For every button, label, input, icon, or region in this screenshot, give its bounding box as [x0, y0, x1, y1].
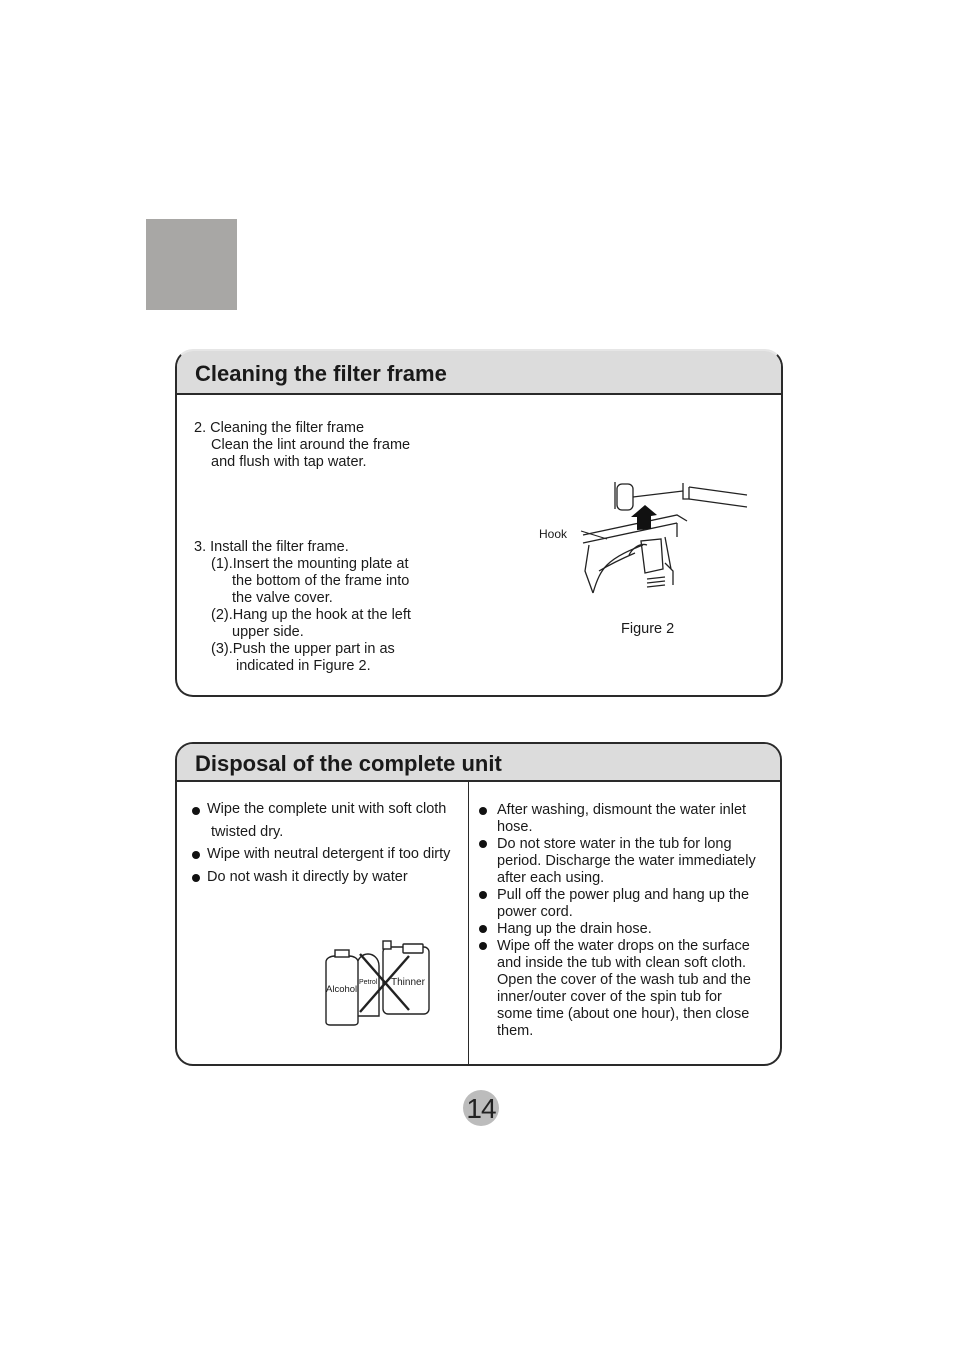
right-bullet-line: Pull off the power plug and hang up the: [497, 887, 750, 903]
bullet-icon: [479, 807, 487, 815]
right-bullet-line: Open the cover of the wash tub and the: [497, 972, 751, 988]
thinner-label: Thinner: [391, 977, 425, 988]
bullet-icon: [192, 874, 200, 882]
right-bullet-line: hose.: [497, 819, 533, 835]
bullet-icon: [192, 807, 200, 815]
step3-line: the valve cover.: [232, 590, 333, 606]
step2-line: and flush with tap water.: [211, 454, 367, 470]
right-bullet-line: Hang up the drain hose.: [497, 921, 652, 937]
bullet-icon: [479, 840, 487, 848]
bullet-icon: [479, 925, 487, 933]
left-bullet-item: Do not wash it directly by water: [207, 869, 408, 885]
panel-header: [177, 351, 781, 395]
bullet-icon: [479, 942, 487, 950]
right-bullet-line: some time (about one hour), then close: [497, 1006, 750, 1022]
left-bullet-item: Wipe the complete unit with soft cloth: [207, 801, 447, 817]
step3-line: indicated in Figure 2.: [236, 658, 371, 674]
panel-title: Cleaning the filter frame: [195, 361, 447, 386]
panel-title: Disposal of the complete unit: [195, 751, 502, 776]
step3-line: upper side.: [232, 624, 304, 640]
step2-heading: 2. Cleaning the filter frame: [194, 420, 365, 436]
step3-line: the bottom of the frame into: [232, 573, 410, 589]
right-bullet-line: and inside the tub with clean soft cloth.: [497, 955, 747, 971]
step3-line: (1).Insert the mounting plate at: [211, 556, 409, 572]
step2-line: Clean the lint around the frame: [211, 437, 411, 453]
step3-line: (3).Push the upper part in as: [211, 641, 395, 657]
left-bullet-item: Wipe with neutral detergent if too dirty: [207, 846, 451, 862]
page-number: 14: [463, 1090, 499, 1126]
right-bullet-line: after each using.: [497, 870, 605, 886]
right-bullet-line: After washing, dismount the water inlet: [497, 802, 747, 818]
figure-caption: Figure 2: [621, 621, 675, 637]
right-bullet-line: period. Discharge the water immediately: [497, 853, 756, 869]
left-bullet-item-cont: twisted dry.: [211, 824, 284, 840]
column-divider: [468, 782, 469, 1064]
filter-frame-panel: [175, 349, 783, 697]
right-bullet-line: them.: [497, 1023, 534, 1039]
step3-line: (2).Hang up the hook at the left: [211, 607, 411, 623]
step3-heading: 3. Install the filter frame.: [194, 539, 349, 555]
section-marker-square: [146, 219, 237, 310]
alcohol-label: Alcohol: [326, 984, 358, 995]
filter-frame-figure: [537, 479, 757, 601]
bullet-icon: [192, 851, 200, 859]
petrol-label: Petrol: [359, 979, 378, 986]
hook-label: Hook: [539, 527, 568, 541]
push-arrow-icon: [631, 505, 657, 530]
right-bullet-line: inner/outer cover of the spin tub for: [497, 989, 722, 1005]
right-bullet-line: Wipe off the water drops on the surface: [497, 938, 750, 954]
right-bullet-line: power cord.: [497, 904, 573, 920]
panel-header: [177, 744, 780, 782]
disposal-panel: [175, 742, 782, 1066]
bullet-icon: [479, 891, 487, 899]
right-bullet-line: Do not store water in the tub for long: [497, 836, 732, 852]
